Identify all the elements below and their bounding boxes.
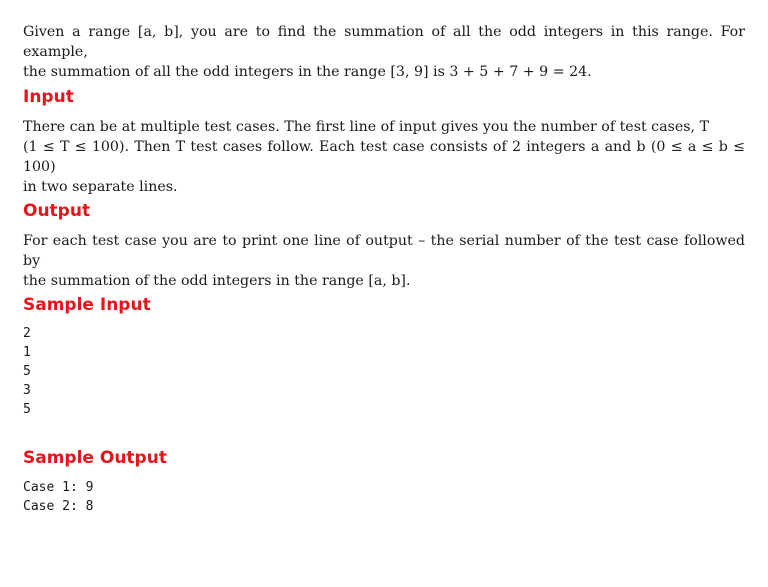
sample-output-line: Case 1: 9 [23,480,94,495]
input-section [23,86,745,197]
statement-line-1: Given a range [a, b], you are to find the summation of all the odd integers in this range. For example, [23,24,745,60]
sample-input-line: 2 [23,326,31,341]
output-line-1: For each test case you are to print one line of output – the serial number of the test case followed by [23,233,745,269]
input-line-1: There can be at multiple test cases. The first line of input gives you the number of test cases, T [23,119,710,135]
input-line-3: in two separate lines. [23,179,178,195]
input-line-2: (1 ≤ T ≤ 100). Then T test cases follow. Each test case consists of 2 integers a and b (0 ≤ a ≤ b ≤ 100) [23,139,745,175]
output-section [23,200,745,291]
sample-input-block [23,324,745,419]
sample-output-block [23,478,745,516]
sample-input-heading: Sample Input [23,295,151,315]
sample-output-section [23,447,745,516]
sample-input-line: 3 [23,383,31,398]
sample-input-section [23,294,745,419]
input-heading: Input [23,87,74,107]
sample-output-heading: Sample Output [23,448,167,468]
sample-output-line: Case 2: 8 [23,499,94,514]
output-line-2: the summation of the odd integers in the range [a, b]. [23,273,411,289]
statement-line-2: the summation of all the odd integers in the range [3, 9] is 3 + 5 + 7 + 9 = 24. [23,64,592,80]
statement-section [23,22,745,82]
output-heading: Output [23,201,91,221]
sample-input-line: 1 [23,345,31,360]
sample-input-line: 5 [23,364,31,379]
sample-input-line: 5 [23,402,31,417]
